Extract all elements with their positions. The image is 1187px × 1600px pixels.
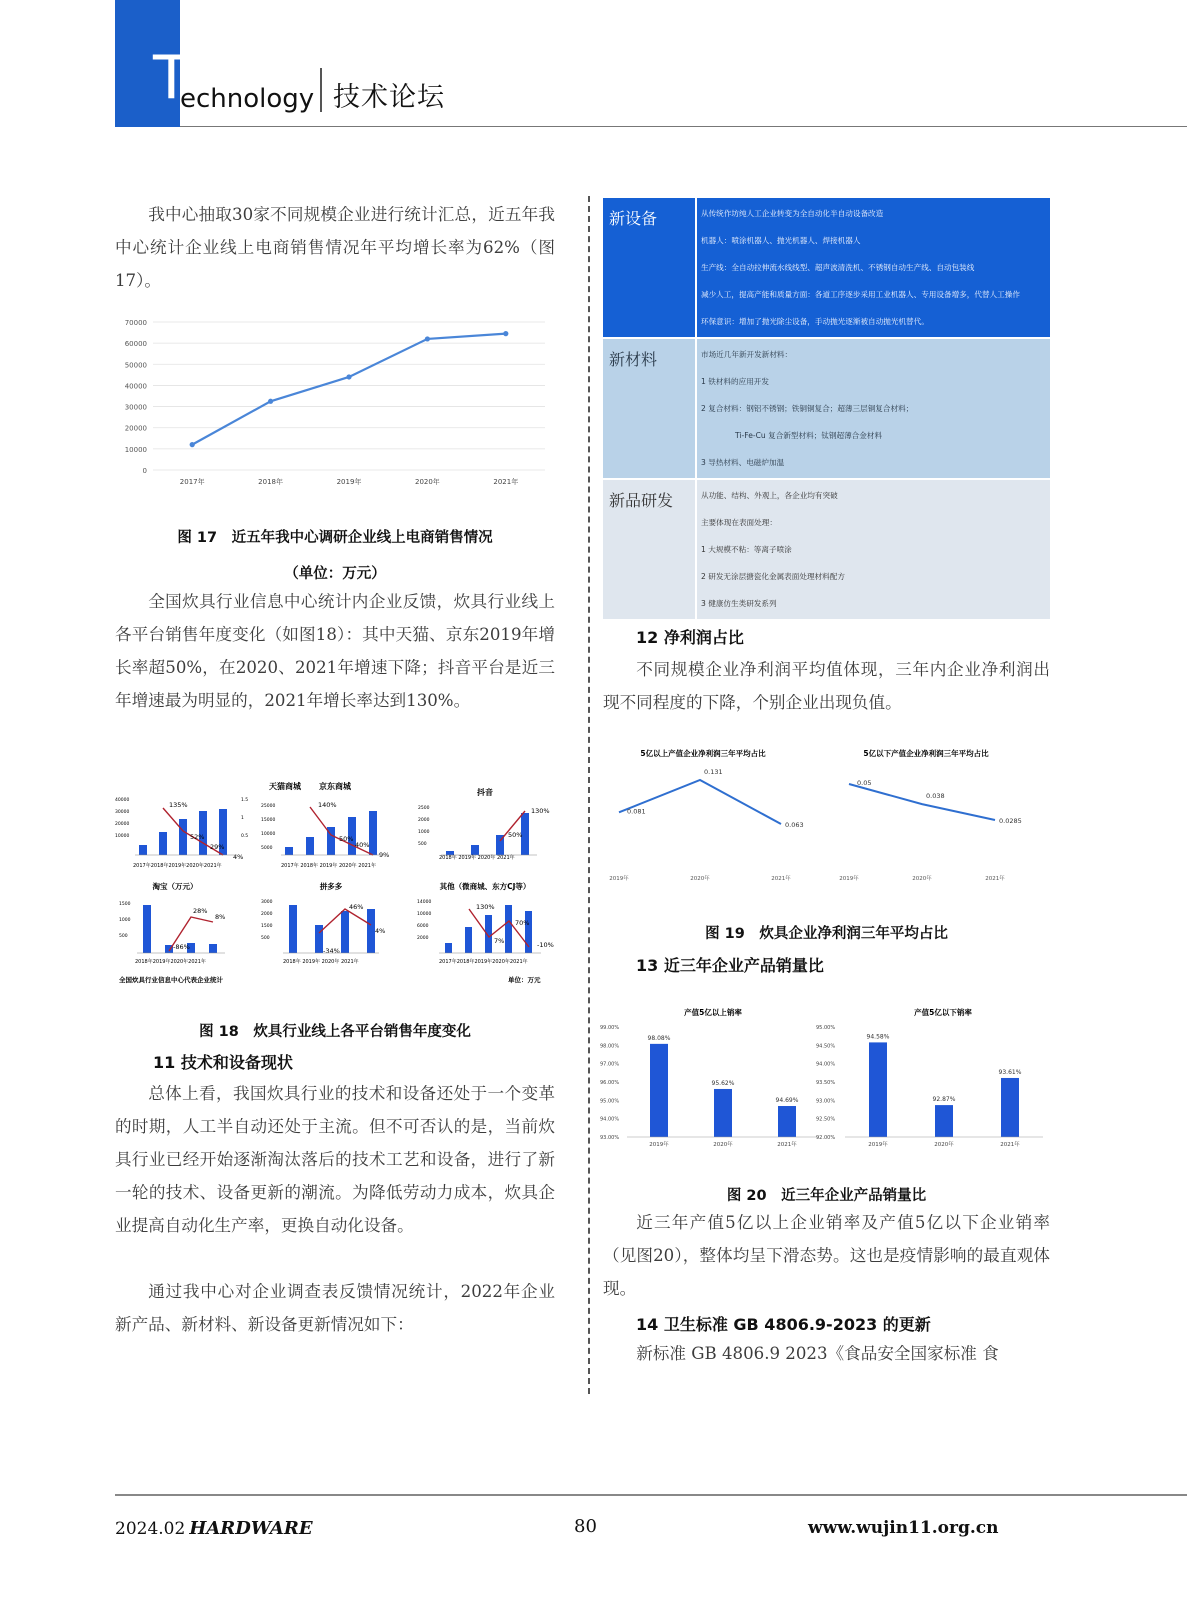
panel-title: 京东商城: [319, 782, 351, 791]
pct-label: -34%: [323, 947, 340, 955]
footer-rule: [115, 1494, 1187, 1496]
table-row-rnd: [603, 479, 1050, 620]
x-tick-label: 2021年: [777, 1142, 797, 1148]
pct-label: -10%: [537, 941, 554, 949]
header-section-name: 技术论坛: [333, 82, 445, 113]
y-tick-label: 94.50%: [816, 1043, 836, 1050]
x-tick-label: 2019年: [649, 1142, 669, 1148]
table-row-equipment: [603, 198, 1050, 338]
pct-label: 28%: [193, 907, 208, 915]
column-divider: [588, 196, 590, 1394]
x-tick-label: 2020年: [934, 1142, 954, 1148]
fig20-left: [600, 1007, 819, 1148]
panel-xlabels: 2017年2018年2019年2020年2021年: [439, 959, 528, 965]
value-label: 0.131: [704, 768, 723, 776]
fig17-chart: [115, 312, 560, 502]
data-point: [190, 442, 195, 447]
svg-text:15000: 15000: [261, 818, 276, 823]
pct-label: 9%: [379, 851, 390, 859]
pct-label: 50%: [339, 835, 354, 843]
x-tick-label: 2020年: [912, 876, 932, 882]
paragraph-platforms: 全国炊具行业信息中心统计内企业反馈，炊具行业线上各平台销售年度变化（如图18）：其中天猫、京东2019年增长率超50%，在2020、2021年增速下降；抖音平台是近三年增速最为明显的，2021年增长率达到130%。: [115, 592, 555, 710]
svg-text:20000: 20000: [115, 822, 130, 827]
fig19-right-line: [849, 784, 995, 820]
pct-label: 7%: [494, 937, 505, 945]
y-tick-label: 92.00%: [816, 1135, 836, 1141]
table-row-materials: [603, 338, 1050, 479]
fig19-caption: 图 19 炊具企业净利润三年平均占比: [705, 926, 948, 942]
footer-website[interactable]: www.wujin11.org.cn: [808, 1518, 999, 1538]
section-heading-13: 13 近三年企业产品销量比: [636, 956, 824, 975]
row-head: 新设备: [603, 198, 696, 338]
svg-text:0.5: 0.5: [241, 834, 249, 839]
x-tick-label: 2018年: [258, 478, 284, 486]
data-point: [425, 336, 430, 341]
fig18-panel-tmall: [115, 781, 302, 869]
value-label: 0.05: [857, 779, 872, 787]
y-tick-label: 97.00%: [600, 1061, 620, 1068]
fig17-caption: 图 17 近五年我中心调研企业线上电商销售情况: [177, 530, 493, 546]
x-tick-label: 2020年: [414, 478, 440, 486]
update-table: [603, 198, 1050, 608]
panel-title: 拼多多: [319, 882, 343, 891]
svg-text:1500: 1500: [261, 924, 273, 929]
paragraph-sales-ratio: 近三年产值5亿以上企业销率及产值5亿以下企业销率（见图20），整体均呈下滑态势。这也是疫情影响的最直观体现。: [603, 1213, 1050, 1298]
svg-text:30000: 30000: [115, 810, 130, 815]
y-tick-label: 93.00%: [816, 1098, 836, 1105]
fig19-left-line: [619, 780, 781, 824]
fig19-left-title: 5亿以上产值企业净利润三年平均占比: [640, 749, 766, 758]
fig18-panel-taobao: [119, 881, 225, 965]
row-content: 从功能、结构、外观上，各企业均有突破 主要体现在表面处理： 1 大规模不粘：等离子喷涂 2 研发无涂层搪瓷化金属表面处理材料配方 3 健康仿生类研发系列: [696, 479, 1050, 620]
section-heading-11: 11 技术和设备现状: [153, 1053, 293, 1072]
y-tick-label: 40000: [124, 382, 147, 391]
panel-xlabels: 2018年2019年2020年2021年: [135, 959, 206, 965]
fig18-panel-jd: [261, 781, 389, 869]
footer-magazine: HARDWARE: [189, 1518, 313, 1539]
fig18-unit: 单位：万元: [508, 976, 541, 984]
fig19-left: [609, 748, 803, 882]
section-heading-12: 12 净利润占比: [636, 628, 744, 647]
y-tick-label: 93.00%: [600, 1135, 620, 1141]
pct-label: 135%: [169, 801, 188, 809]
y-tick-label: 30000: [124, 403, 147, 412]
y-tick-label: 93.50%: [816, 1080, 836, 1086]
fig18-caption: 图 18 炊具行业线上各平台销售年度变化: [199, 1024, 471, 1040]
data-point: [346, 374, 351, 379]
y-tick-label: 10000: [124, 445, 147, 454]
svg-text:2000: 2000: [417, 936, 429, 941]
pct-label: 8%: [215, 913, 226, 921]
y-tick-label: 60000: [124, 340, 147, 349]
svg-text:6000: 6000: [417, 924, 429, 929]
x-tick-label: 2019年: [609, 876, 629, 882]
row-head: 新材料: [603, 338, 696, 479]
fig20-caption: 图 20 近三年企业产品销量比: [726, 1188, 927, 1204]
y-tick-label: 20000: [124, 424, 147, 433]
x-tick-label: 2019年: [336, 478, 362, 486]
bar-value-label: 94.58%: [866, 1033, 890, 1041]
footer-issue: 2024.02 HARDWARE: [115, 1518, 313, 1539]
x-tick-label: 2020年: [690, 876, 710, 882]
row-content: 从传统作坊纯人工企业转变为全自动化半自动设备改造 机器人：喷涂机器人、抛光机器人、焊接机器人 生产线：全自动拉伸流水线线型、超声波清洗机、不锈钢自动生产线、自动包装线 减少人工，提高产能和质量方面：各道工序逐步采用工业机器人、专用设备增多，代替人工操作 环保意识：增加了抛光除尘设备，手动抛光逐渐被自动抛光机替代。: [696, 198, 1050, 338]
bar: [778, 1106, 796, 1137]
fig18-panel-douyin: [418, 787, 550, 861]
svg-text:500: 500: [261, 936, 270, 941]
header-title: echnology: [180, 84, 315, 114]
svg-text:2500: 2500: [418, 806, 430, 811]
page-number: 80: [574, 1516, 597, 1537]
svg-text:1.5: 1.5: [241, 798, 249, 803]
pct-label: 50%: [508, 831, 523, 839]
value-label: 0.0285: [999, 817, 1022, 825]
section-heading-14: 14 卫生标准 GB 4806.9-2023 的更新: [636, 1315, 931, 1334]
value-label: 0.038: [926, 792, 945, 801]
svg-text:2000: 2000: [418, 818, 430, 823]
svg-text:1500: 1500: [119, 902, 131, 907]
panel-xlabels: 2018年 2019年 2020年 2021年: [439, 855, 515, 861]
data-point: [268, 399, 273, 404]
bar: [1001, 1078, 1019, 1137]
pct-label: 130%: [476, 903, 495, 911]
bar: [869, 1042, 887, 1137]
svg-text:25000: 25000: [261, 804, 276, 809]
panel-xlabels: 2017年2018年2019年2020年2021年: [133, 863, 222, 869]
svg-text:14000: 14000: [417, 900, 432, 905]
y-tick-label: 99.00%: [600, 1025, 620, 1031]
header-divider: [320, 68, 322, 112]
x-tick-label: 2021年: [985, 876, 1005, 882]
fig19-right: [839, 748, 1022, 882]
bar-value-label: 95.62%: [711, 1079, 735, 1087]
x-tick-label: 2019年: [868, 1142, 888, 1148]
fig19-right-title: 5亿以下产值企业净利润三年平均占比: [863, 749, 989, 758]
svg-text:5000: 5000: [261, 846, 273, 851]
svg-text:10000: 10000: [115, 834, 130, 839]
row-content: 市场近几年新开发新材料： 1 铁材料的应用开发 2 复合材料：钢铝不锈钢；铁铜铜复合；超薄三层铜复合材料； Ti-Fe-Cu 复合新型材料；钛钢超薄合金材料 3 导热材料、电磁炉加温: [696, 338, 1050, 479]
paragraph-intro: 我中心抽取30家不同规模企业进行统计汇总，近五年我中心统计企业线上电商销售情况年平均增长率为62%（图17）。: [115, 205, 555, 290]
x-tick-label: 2021年: [771, 876, 791, 882]
svg-text:2000: 2000: [261, 912, 273, 917]
bar-value-label: 94.69%: [775, 1097, 799, 1105]
y-tick-label: 95.00%: [816, 1025, 836, 1031]
fig19-chart: [603, 742, 1053, 892]
bar: [935, 1105, 953, 1137]
svg-text:1000: 1000: [119, 918, 131, 923]
y-tick-label: 95.00%: [600, 1098, 620, 1105]
svg-text:1: 1: [241, 816, 244, 821]
bar-value-label: 93.61%: [998, 1068, 1022, 1076]
svg-text:1000: 1000: [418, 830, 430, 835]
svg-text:500: 500: [418, 842, 427, 847]
value-label: 0.063: [785, 821, 804, 829]
value-label: 0.081: [627, 807, 646, 816]
pct-label: 4%: [375, 927, 386, 935]
pct-label: 40%: [355, 841, 370, 849]
panel-xlabels: 2018年 2019年 2020年 2021年: [283, 959, 359, 965]
pct-label: 70%: [515, 919, 530, 927]
y-tick-label: 94.00%: [600, 1116, 620, 1123]
bar-value-label: 92.87%: [932, 1096, 956, 1104]
svg-text:10000: 10000: [261, 832, 276, 837]
y-tick-label: 92.50%: [816, 1116, 836, 1123]
header-rule: [180, 126, 1187, 127]
fig20-right-title: 产值5亿以下销率: [914, 1008, 972, 1017]
x-tick-label: 2019年: [839, 876, 859, 882]
pct-label: 140%: [318, 801, 337, 809]
y-tick-label: 98.00%: [600, 1043, 620, 1050]
fig18-source: 全国炊具行业信息中心代表企业统计: [119, 976, 223, 984]
y-tick-label: 70000: [124, 319, 147, 327]
x-tick-label: 2020年: [713, 1142, 733, 1148]
panel-xlabels: 2017年 2018年 2019年 2020年 2021年: [281, 863, 376, 869]
fig20-left-title: 产值5亿以上销率: [684, 1008, 742, 1017]
header-title-initial: T: [153, 43, 190, 113]
svg-text:3000: 3000: [261, 900, 273, 905]
pct-label: 4%: [233, 853, 244, 861]
bar: [650, 1044, 668, 1137]
svg-text:500: 500: [119, 934, 128, 939]
fig18-chart: [113, 775, 563, 995]
x-tick-label: 2021年: [1000, 1142, 1020, 1148]
row-head: 新品研发: [603, 479, 696, 620]
paragraph-net-profit: 不同规模企业净利润平均值体现，三年内企业净利润出现不同程度的下降，个别企业出现负值。: [603, 660, 1050, 712]
panel-title: 淘宝（万元）: [152, 882, 198, 891]
panel-title: 其他（微商城、东方CJ等）: [439, 882, 531, 891]
svg-text:10000: 10000: [417, 912, 432, 917]
paragraph-standard: 新标准 GB 4806.9 2023《食品安全国家标准 食: [636, 1344, 999, 1363]
y-tick-label: 96.00%: [600, 1080, 620, 1086]
pct-label: -86%: [173, 943, 190, 951]
panel-title: 抖音: [477, 788, 493, 797]
pct-label: 46%: [349, 903, 364, 911]
y-tick-label: 50000: [124, 361, 147, 370]
fig20-right: [816, 1007, 1043, 1148]
y-tick-label: 0: [142, 467, 147, 475]
paragraph-tech-status: 总体上看，我国炊具行业的技术和设备还处于一个变革的时期，人工半自动还处于主流。但不可否认的是，当前炊具行业已经开始逐渐淘汰落后的技术工艺和设备，进行了新一轮的技术、设备更新的潮流。为降低劳动力成本，炊具企业提高自动化生产率，更换自动化设备。: [115, 1084, 555, 1235]
fig18-panel-others: [417, 881, 554, 965]
pct-label: 130%: [531, 807, 550, 815]
svg-text:40000: 40000: [115, 798, 130, 803]
panel-title: 天猫商城: [269, 782, 301, 791]
y-tick-label: 94.00%: [816, 1061, 836, 1068]
fig17-unit: （单位：万元）: [284, 566, 386, 582]
fig18-panel-pinduoduo: [261, 881, 385, 965]
fig20-chart: [600, 1003, 1053, 1158]
pct-label: 52%: [190, 833, 205, 841]
data-point: [503, 331, 508, 336]
x-tick-label: 2021年: [493, 478, 519, 486]
paragraph-survey: 通过我中心对企业调查表反馈情况统计，2022年企业新产品、新材料、新设备更新情况如下：: [115, 1282, 555, 1334]
bar: [714, 1089, 732, 1137]
bar-value-label: 98.08%: [647, 1034, 671, 1042]
pct-label: 29%: [210, 843, 225, 851]
x-tick-label: 2017年: [179, 478, 205, 486]
